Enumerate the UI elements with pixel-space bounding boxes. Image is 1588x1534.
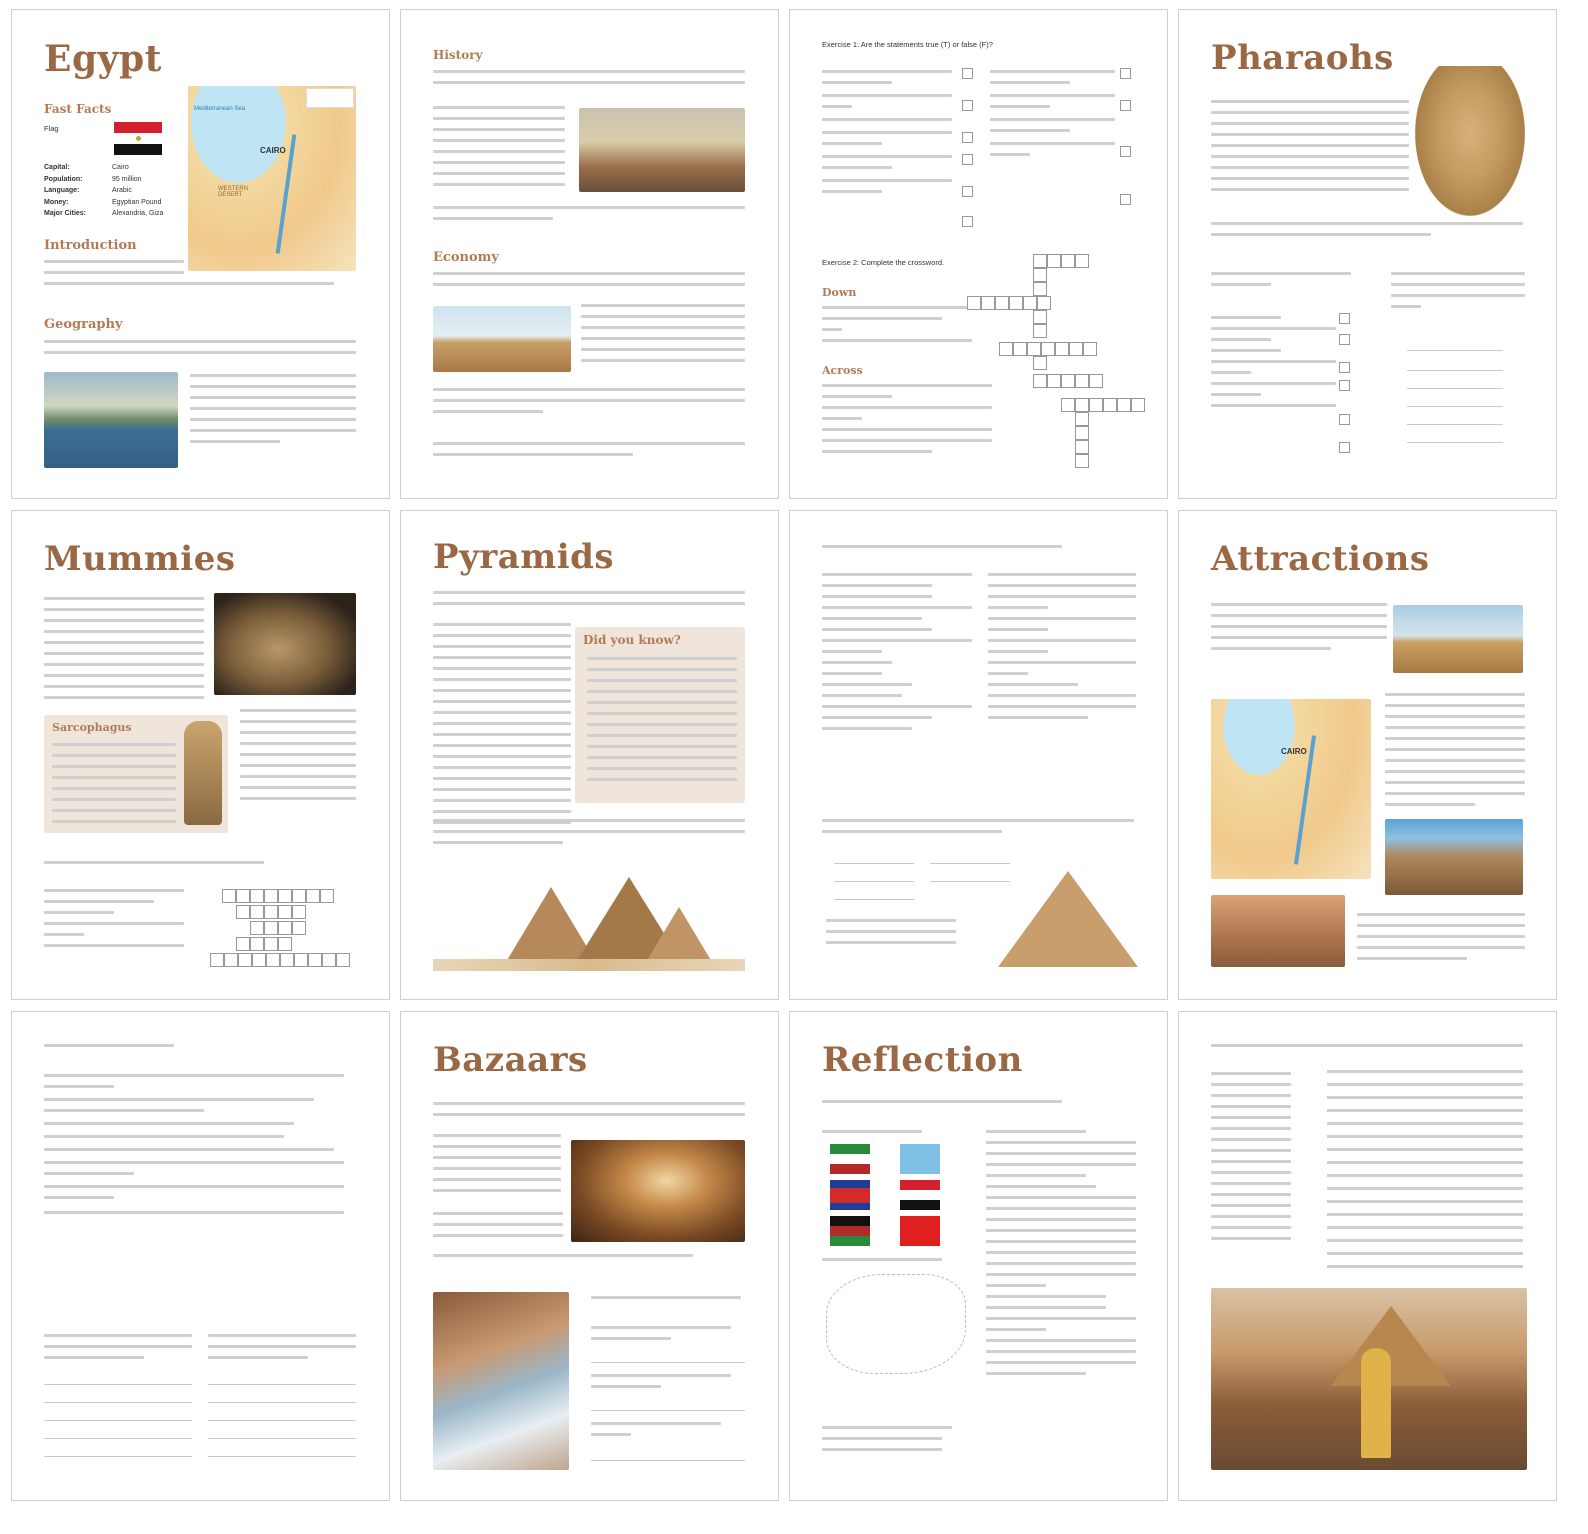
exercise-8-label (44, 1044, 174, 1055)
gap-sentences (44, 1074, 356, 1222)
answer-box[interactable] (1339, 442, 1350, 453)
nile-photo (44, 372, 178, 468)
flag-option (830, 1180, 870, 1210)
geography-text (44, 340, 356, 362)
economy-heading: Economy (433, 250, 499, 265)
down-heading: Down (822, 286, 857, 299)
history-painting (579, 108, 745, 192)
economy-text-4 (433, 442, 745, 464)
history-text-3 (433, 206, 745, 228)
answer-line (208, 1384, 356, 1385)
facts-list: Capital: Cairo Population: 95 million Language: Arabic Money: Egyptian Pound Major Cities: Alexandria, Giza (44, 164, 164, 217)
sarcophagus-photo (184, 721, 222, 825)
abu-simbel-text (1357, 913, 1525, 968)
flag-question (822, 1130, 922, 1141)
abu-simbel-photo (1211, 895, 1345, 967)
bazaars-text-2 (433, 1212, 563, 1245)
geography-text-2 (190, 374, 356, 451)
answer-box[interactable] (1339, 313, 1350, 324)
page-title: Mummies (44, 539, 236, 579)
puzzle-clues (44, 889, 184, 955)
down-clues (822, 306, 972, 350)
word-halves (826, 919, 966, 952)
answer-line (44, 1438, 192, 1439)
answer-line (1407, 424, 1503, 425)
mc-questions-left (822, 573, 972, 738)
map-question (822, 1258, 942, 1269)
sphinx-photo (433, 306, 571, 372)
did-you-know-heading: Did you know? (583, 633, 681, 647)
answer-box[interactable] (1120, 68, 1131, 79)
history-text (433, 70, 745, 92)
answer-box[interactable] (962, 132, 973, 143)
bazaars-text (433, 1134, 561, 1200)
answer-box[interactable] (962, 154, 973, 165)
fact-label: Flag (44, 124, 59, 133)
worksheet-page-word-search[interactable] (1178, 1011, 1557, 1501)
bazaar-photo (571, 1140, 745, 1242)
word-search-grid[interactable] (1327, 1070, 1523, 1270)
exercise-6-label (822, 545, 1062, 556)
match-words (1211, 1072, 1291, 1248)
bazaars-intro (433, 1102, 745, 1124)
crossword-grid[interactable] (965, 250, 1155, 480)
world-map-outline[interactable] (826, 1274, 966, 1374)
worksheet-page-exercises[interactable] (789, 9, 1168, 499)
introduction-heading: Introduction (44, 238, 137, 253)
egypt-collage-illustration (1211, 1288, 1527, 1470)
answer-box[interactable] (962, 186, 973, 197)
exercise-1-label: Exercise 1: Are the statements true (T) or false (F)? (822, 40, 993, 49)
mummies-text-2 (240, 709, 356, 808)
history-heading: History (433, 48, 483, 62)
answer-line (1407, 350, 1503, 351)
pharaohs-text-2 (1211, 222, 1523, 244)
pyramids-text (433, 623, 571, 832)
answer-line (208, 1438, 356, 1439)
page-title: Egypt (44, 38, 162, 80)
bazaar-questions (591, 1326, 731, 1348)
worksheet-page-pyramid-exercises[interactable] (789, 510, 1168, 1000)
egypt-map: Mediterranean Sea CAIRO WESTERN DESERT (188, 86, 356, 271)
answer-line (208, 1402, 356, 1403)
page-title: Pharaohs (1211, 38, 1394, 78)
answer-line (1407, 388, 1503, 389)
worksheet-page-bazaars[interactable] (400, 1011, 779, 1501)
mummy-photo (214, 593, 356, 695)
answer-box[interactable] (1339, 414, 1350, 425)
answer-line (834, 863, 914, 864)
answer-line (591, 1362, 745, 1363)
mc-questions-right (988, 573, 1136, 727)
tf-questions-right (990, 70, 1115, 164)
economy-text-2 (581, 304, 745, 370)
answer-box[interactable] (1339, 380, 1350, 391)
pyramids-illustration (433, 867, 745, 971)
pyramid-photo (978, 867, 1138, 971)
thebes-text (1385, 693, 1525, 814)
exercise-13-label (1211, 1044, 1523, 1055)
answer-box[interactable] (962, 216, 973, 227)
flag-option (900, 1180, 940, 1210)
answer-box[interactable] (1120, 194, 1131, 205)
answer-line (1407, 370, 1503, 371)
sarcophagus-heading: Sarcophagus (52, 721, 132, 734)
egypt-flag (114, 122, 162, 155)
page-title: Attractions (1211, 539, 1430, 579)
answer-box[interactable] (1339, 334, 1350, 345)
did-you-know-box (575, 627, 745, 803)
worksheet-page-reflection[interactable] (789, 1011, 1168, 1501)
worksheet-page-history[interactable] (400, 9, 779, 499)
answer-box[interactable] (1120, 146, 1131, 157)
exercise-3-text (1211, 272, 1351, 294)
karnak-photo (1385, 819, 1523, 895)
answer-line (44, 1402, 192, 1403)
bazaars-text-3 (433, 1254, 745, 1265)
exercise-11-label (591, 1296, 741, 1307)
worksheet-page-egypt[interactable] (11, 9, 390, 499)
worksheet-page-pyramids[interactable] (400, 510, 779, 1000)
sarcophagus-box (44, 715, 228, 833)
answer-line (1407, 442, 1503, 443)
answer-line (930, 863, 1010, 864)
economy-text-3 (433, 388, 745, 421)
worksheet-page-attractions[interactable] (1178, 510, 1557, 1000)
answer-box[interactable] (1339, 362, 1350, 373)
exercise-7-label (822, 819, 1134, 841)
attractions-map: CAIRO (1211, 699, 1371, 879)
history-text-2 (433, 106, 565, 194)
flag-option (830, 1216, 870, 1246)
answer-line (591, 1460, 745, 1461)
answer-line (44, 1384, 192, 1385)
answer-line (208, 1420, 356, 1421)
answer-line (834, 899, 914, 900)
introduction-text (44, 260, 184, 293)
flag-option (830, 1144, 870, 1174)
across-heading: Across (822, 364, 863, 377)
exercise-4-text (1391, 272, 1525, 316)
page-title: Pyramids (433, 537, 615, 577)
fast-facts-heading: Fast Facts (44, 102, 112, 116)
answer-line (834, 881, 914, 882)
sphinx-text (1211, 603, 1387, 658)
answer-line (591, 1410, 745, 1411)
capital-question (822, 1426, 952, 1459)
answer-line (44, 1456, 192, 1457)
sphinx-photo (1393, 605, 1523, 673)
answer-line (44, 1420, 192, 1421)
answer-box[interactable] (962, 68, 973, 79)
exercise-9-text (44, 1334, 192, 1367)
pyramids-text-2 (433, 819, 745, 852)
exercise-2-label: Exercise 2: Complete the crossword. (822, 258, 945, 267)
exercise-10-text (208, 1334, 356, 1367)
answer-line (208, 1456, 356, 1457)
exercise-12-label (822, 1100, 1062, 1111)
pharaoh-statue-photo (1415, 66, 1525, 216)
page-title: Reflection (822, 1040, 1023, 1080)
pharaohs-text (1211, 100, 1409, 199)
spice-market-photo (433, 1292, 569, 1470)
flag-option (900, 1216, 940, 1246)
geography-heading: Geography (44, 317, 123, 332)
pharaoh-tf-questions (1211, 316, 1336, 415)
economy-text (433, 272, 745, 294)
exercise-5-text (44, 861, 264, 872)
worksheet-page-fill-gaps[interactable] (11, 1011, 390, 1501)
worksheet-page-mummies[interactable] (11, 510, 390, 1000)
answer-box[interactable] (1120, 100, 1131, 111)
hidden-word-grid[interactable] (208, 887, 358, 977)
flag-option (900, 1144, 940, 1174)
page-title: Bazaars (433, 1040, 588, 1080)
answer-line (1407, 406, 1503, 407)
answer-box[interactable] (962, 100, 973, 111)
pyramids-intro (433, 591, 745, 613)
mummies-text (44, 597, 204, 707)
tf-questions-left (822, 70, 952, 201)
worksheet-page-pharaohs[interactable] (1178, 9, 1557, 499)
reflection-questions-right (986, 1130, 1136, 1383)
flag-options[interactable] (830, 1142, 970, 1252)
